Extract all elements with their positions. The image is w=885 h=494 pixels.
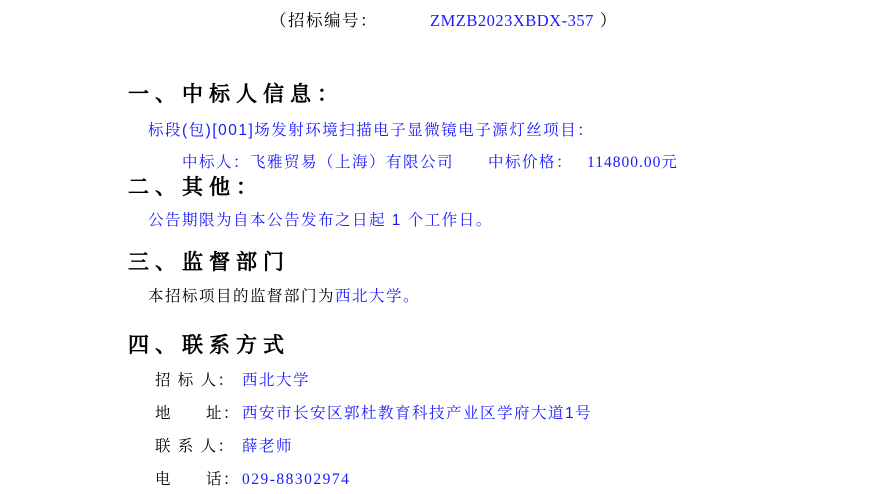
tender-number-code: ZMZB2023XBDX-357 bbox=[430, 11, 594, 30]
contact-value-phone: 029-88302974 bbox=[242, 471, 351, 488]
contact-row-bidder bbox=[155, 368, 310, 390]
tender-number-prefix: （招标编号： bbox=[270, 12, 378, 30]
contact-value-bidder: 西北大学 bbox=[242, 372, 311, 389]
contact-row-person bbox=[155, 434, 293, 456]
supervision-line bbox=[148, 284, 420, 306]
winner-name: 飞雅贸易（上海）有限公司 bbox=[250, 154, 455, 171]
contact-row-address bbox=[155, 401, 592, 423]
lot-description: 标段(包)[001]场发射环境扫描电子显微镜电子源灯丝项目： bbox=[148, 122, 595, 139]
section-other-heading: 二、其他： bbox=[128, 176, 263, 199]
announcement-period: 公告期限为自本公告发布之日起 1 个工作日。 bbox=[148, 212, 493, 229]
contact-value-address: 西安市长安区郭杜教育科技产业区学府大道1号 bbox=[242, 405, 593, 422]
contact-label-person: 联 系 人： bbox=[155, 438, 235, 455]
supervision-prefix: 本招标项目的监督部门为 bbox=[148, 288, 336, 305]
section-supervision-heading: 三、监督部门 bbox=[128, 251, 290, 274]
contact-label-phone: 电 话： bbox=[155, 471, 241, 488]
price-value: 114800.00元 bbox=[587, 154, 678, 171]
contact-value-person: 薛老师 bbox=[242, 438, 294, 455]
tender-number-suffix: ） bbox=[599, 12, 618, 30]
price-label: 中标价格： bbox=[488, 154, 574, 171]
section-contact-heading: 四、联系方式 bbox=[128, 334, 290, 357]
section-winner-heading: 一、中标人信息： bbox=[128, 83, 344, 106]
tender-number-line bbox=[270, 7, 618, 31]
contact-label-bidder: 招 标 人： bbox=[155, 372, 235, 389]
supervision-university: 西北大学。 bbox=[335, 288, 421, 305]
winner-label: 中标人： bbox=[182, 154, 251, 171]
contact-label-address: 地 址： bbox=[155, 405, 241, 422]
contact-row-phone bbox=[155, 467, 350, 489]
winner-line bbox=[182, 150, 678, 172]
